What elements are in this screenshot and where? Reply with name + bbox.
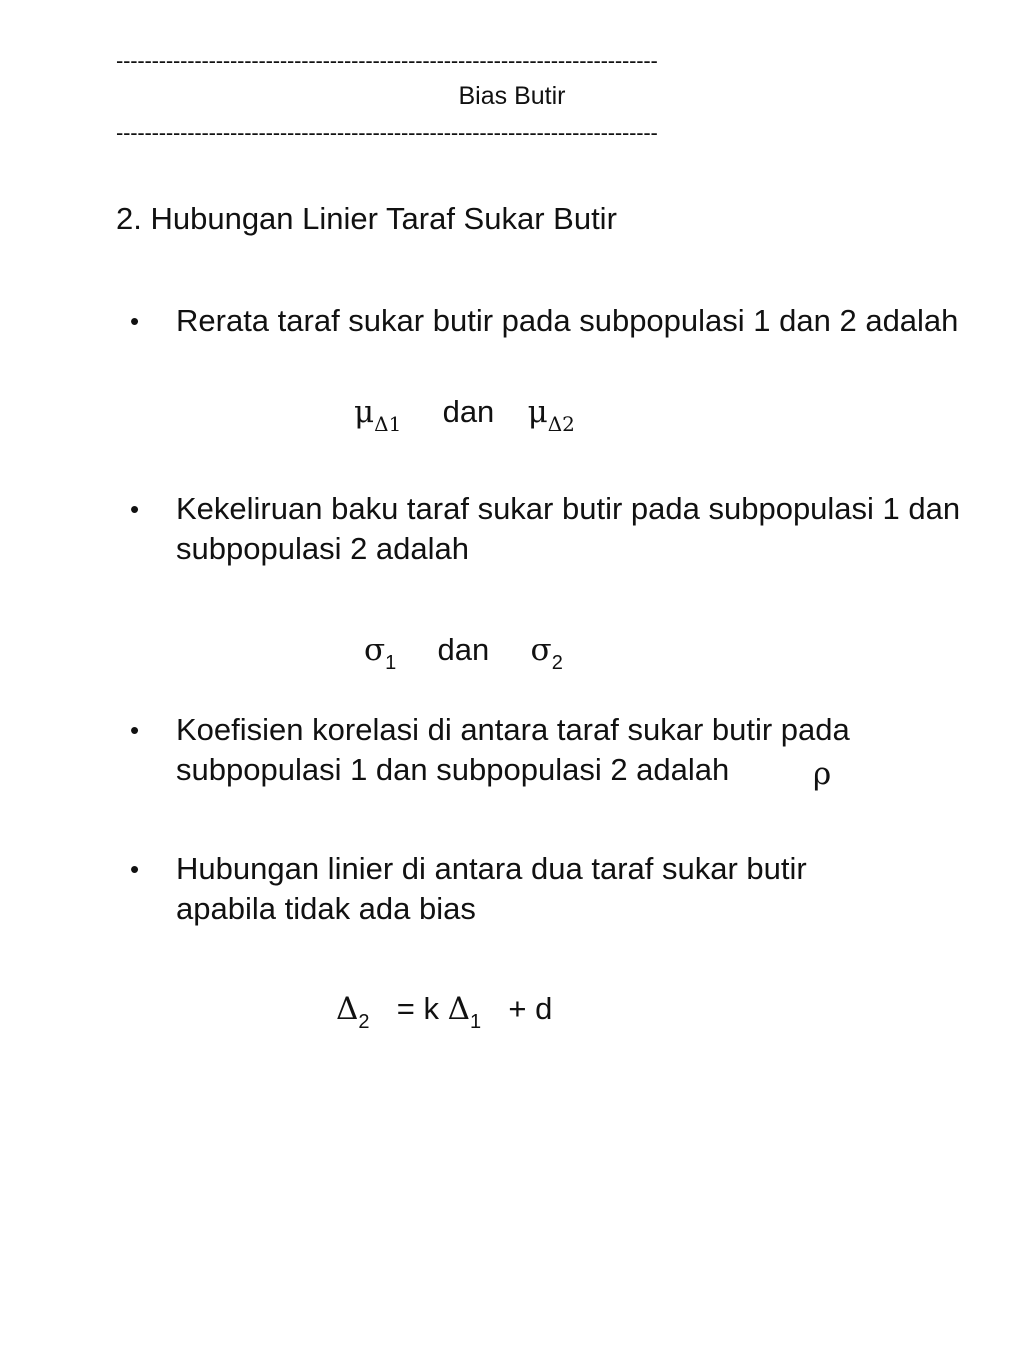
bullet-1-text: Rerata taraf sukar butir pada subpopulasi 1 dan 2 adalah	[176, 303, 959, 338]
section-title: 2. Hubungan Linier Taraf Sukar Butir	[116, 201, 617, 236]
rho-symbol: ρ	[813, 756, 832, 792]
delta-subscript-rhs: 1	[470, 1011, 482, 1033]
formula-stderrs	[364, 632, 563, 674]
bullet-3-dot: •	[130, 715, 140, 745]
bullet-1-dot: •	[130, 306, 140, 336]
bullet-2-text: Kekeliruan baku taraf sukar butir pada subpopulasi 1 dan subpopulasi 2 adalah	[176, 491, 961, 566]
header-rule-bottom: ----------------------------------------------------------------------------	[116, 120, 658, 145]
mu-symbol-2: μ	[527, 394, 548, 430]
coefficient-k: k	[423, 991, 439, 1026]
bullet-4-dot: •	[130, 854, 140, 884]
sigma-subscript-1: 1	[385, 652, 397, 674]
bullet-2-dot: •	[130, 494, 140, 524]
mu-symbol-1: μ	[354, 394, 375, 430]
equals-sign: =	[396, 991, 415, 1026]
formula-linear	[336, 991, 553, 1033]
delta-symbol-rhs: Δ	[447, 991, 471, 1027]
header-title: Bias Butir	[458, 82, 566, 110]
intercept-d: d	[535, 991, 553, 1026]
conjunction-dan: dan	[437, 632, 490, 667]
sigma-symbol-1: σ	[364, 632, 386, 668]
delta-subscript-lhs: 2	[358, 1011, 370, 1033]
formula-means	[354, 394, 575, 436]
plus-sign: +	[508, 991, 527, 1026]
sigma-subscript-2: 2	[551, 652, 563, 674]
mu-subscript-2: Δ2	[547, 412, 575, 436]
header-rule-top: ----------------------------------------------------------------------------	[116, 48, 658, 73]
conjunction-dan: dan	[442, 394, 495, 429]
mu-subscript-1: Δ1	[374, 412, 402, 436]
sigma-symbol-2: σ	[530, 632, 552, 668]
bullet-3-text: Koefisien korelasi di antara taraf sukar butir pada subpopulasi 1 dan subpopulasi 2 adalah	[176, 712, 850, 787]
delta-symbol-lhs: Δ	[336, 991, 359, 1027]
bullet-4-text: Hubungan linier di antara dua taraf sukar butir apabila tidak ada bias	[176, 851, 807, 926]
